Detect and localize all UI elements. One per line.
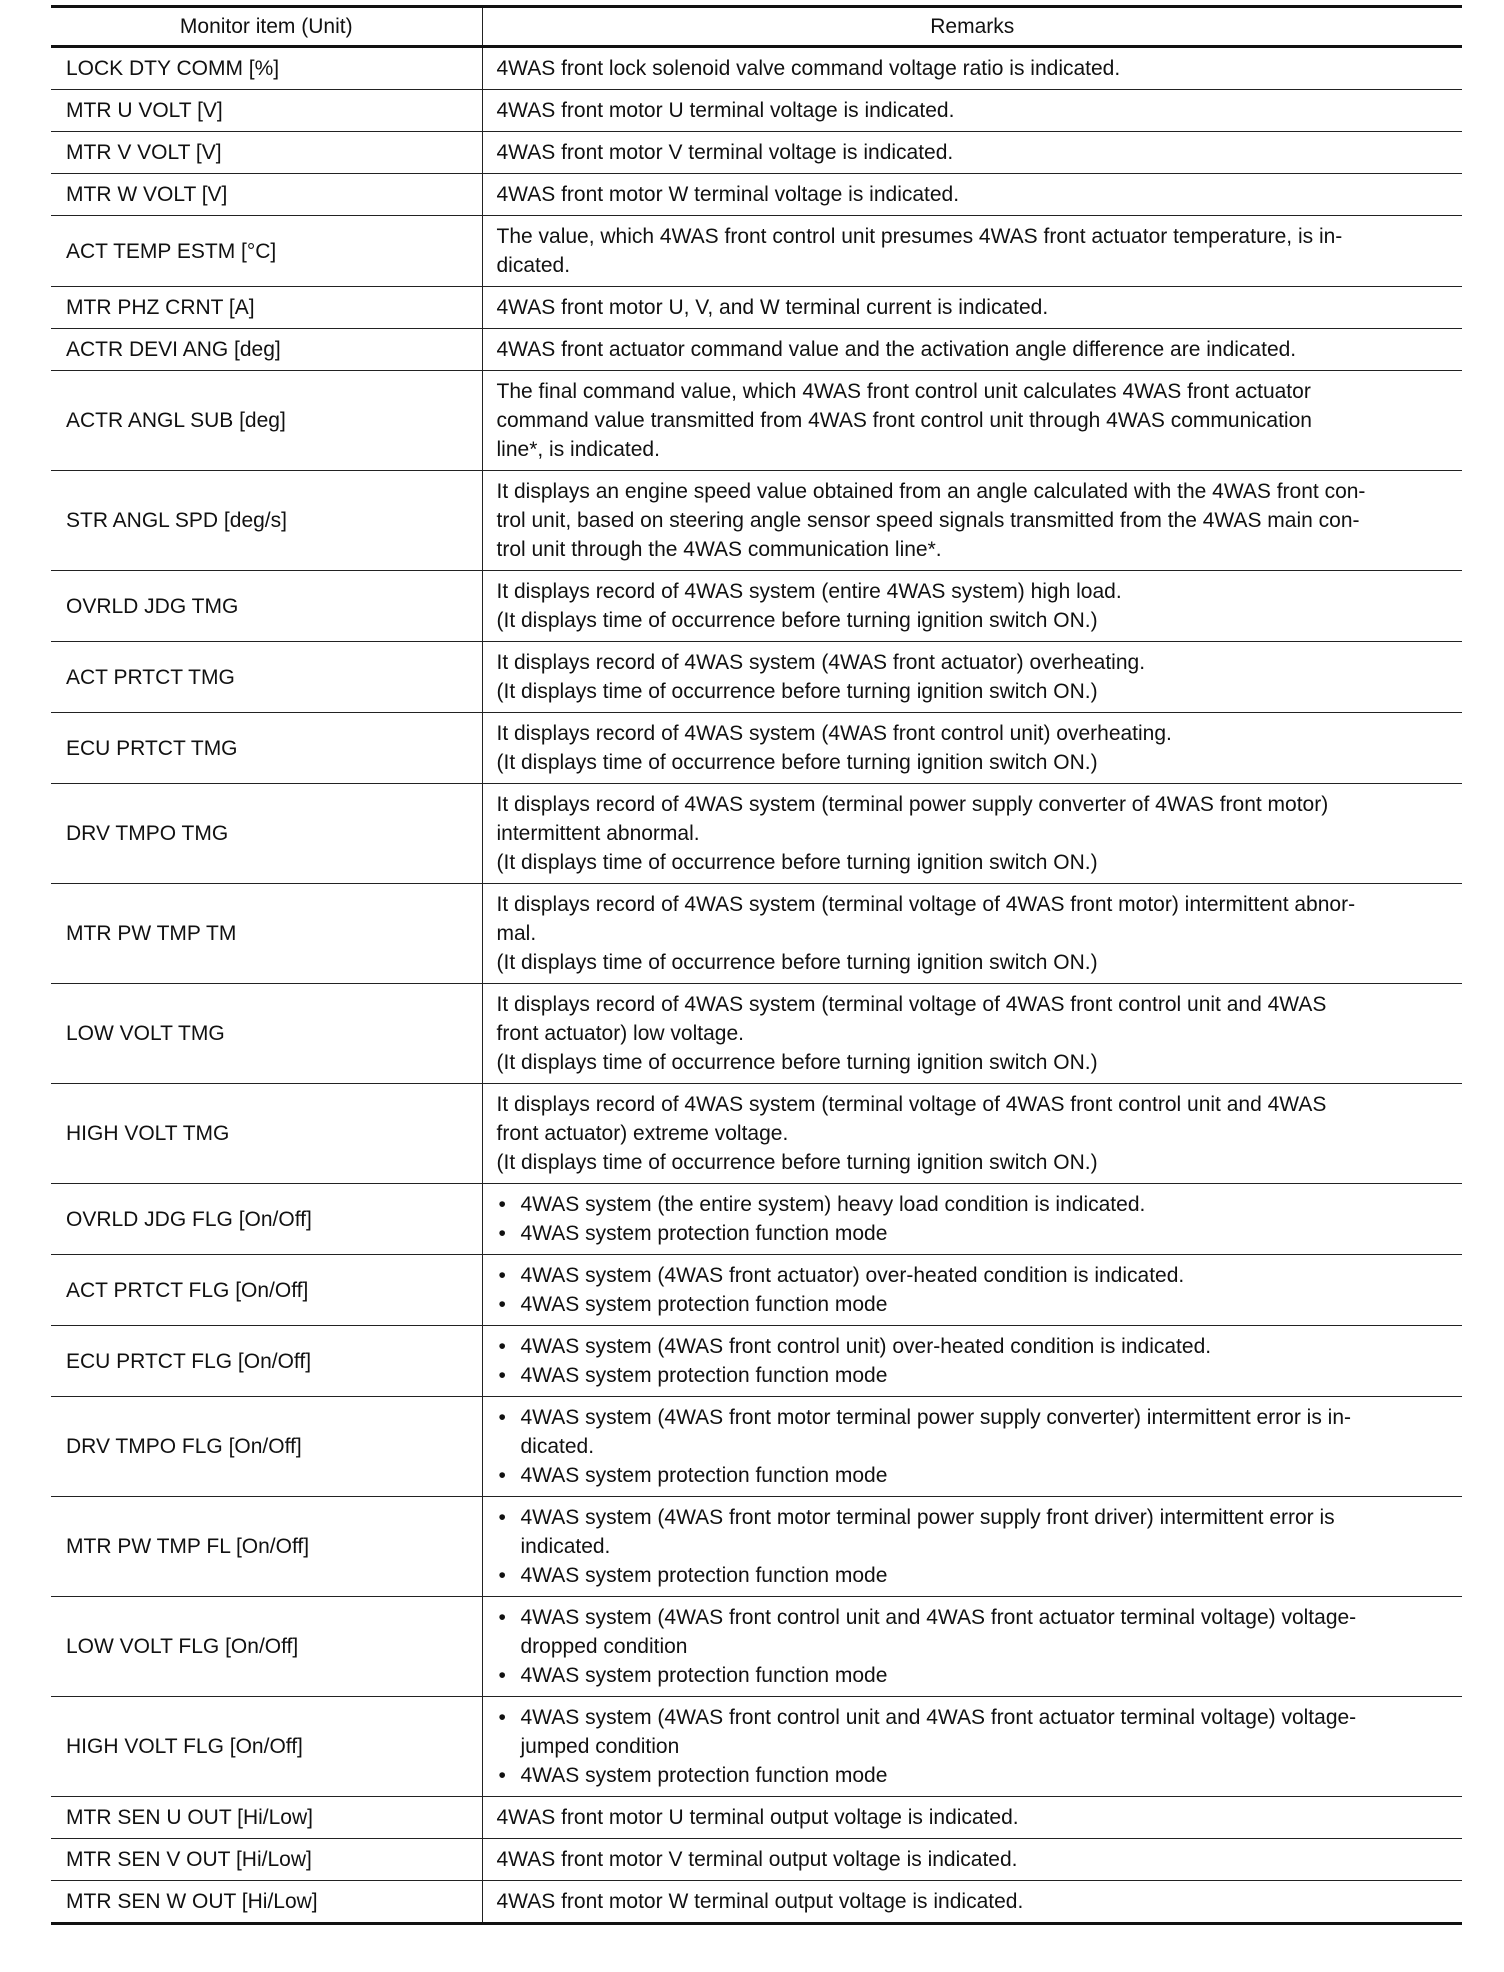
remarks-cell [482, 216, 1462, 287]
table-row [51, 984, 1462, 1084]
remark-line: indicated. [520, 1535, 611, 1558]
monitor-item-cell: ECU PRTCT FLG [On/Off] [51, 1326, 482, 1397]
remark-line: 4WAS system (4WAS front control unit) over-heated condition is indicated. [520, 1335, 1212, 1358]
list-item [499, 1361, 1449, 1390]
remark-line: 4WAS system protection function mode [520, 1764, 888, 1787]
table-row [51, 90, 1462, 132]
remarks-cell [482, 1497, 1462, 1597]
list-item [499, 1461, 1449, 1490]
list-item [499, 1561, 1449, 1590]
remark-bullet-list [497, 1603, 1449, 1690]
monitor-item-cell: MTR PW TMP TM [51, 884, 482, 984]
monitor-item-cell: MTR SEN W OUT [Hi/Low] [51, 1881, 482, 1924]
remarks-cell [482, 1255, 1462, 1326]
monitor-item-cell: DRV TMPO FLG [On/Off] [51, 1397, 482, 1497]
remark-line: 4WAS front motor W terminal output voltage is indicated. [496, 1890, 1024, 1913]
remark-line: trol unit, based on steering angle sensor speed signals transmitted from the 4WAS main con- [496, 509, 1360, 532]
list-item [499, 1503, 1449, 1561]
remarks-cell [482, 371, 1462, 471]
remarks-cell [482, 1881, 1462, 1924]
remark-line: 4WAS system (the entire system) heavy load condition is indicated. [520, 1193, 1146, 1216]
remarks-cell [482, 90, 1462, 132]
remarks-cell [482, 642, 1462, 713]
monitor-item-cell: MTR PHZ CRNT [A] [51, 287, 482, 329]
table-row [51, 1397, 1462, 1497]
bullet-icon: • [498, 1464, 506, 1487]
remark-line: 4WAS system (4WAS front control unit and 4WAS front actuator terminal voltage) voltage- [520, 1706, 1357, 1729]
remark-bullet-list [497, 1403, 1449, 1490]
remark-line: line*, is indicated. [496, 438, 660, 461]
remark-line: It displays record of 4WAS system (4WAS front actuator) overheating. [496, 651, 1146, 674]
remark-bullet-list [497, 1332, 1449, 1390]
list-item [499, 1190, 1449, 1219]
remarks-cell [482, 884, 1462, 984]
remark-line: mal. [496, 922, 537, 945]
remark-line: trol unit through the 4WAS communication line*. [496, 538, 942, 561]
remark-line: (It displays time of occurrence before turning ignition switch ON.) [496, 951, 1098, 974]
list-item [499, 1761, 1449, 1790]
remark-line: 4WAS front motor U terminal output voltage is indicated. [496, 1806, 1019, 1829]
header-remarks: Remarks [482, 7, 1462, 47]
remark-line: dropped condition [520, 1635, 688, 1658]
remarks-cell [482, 1697, 1462, 1797]
remark-line: 4WAS front motor V terminal voltage is indicated. [496, 141, 954, 164]
table-row [51, 713, 1462, 784]
monitor-item-cell: HIGH VOLT TMG [51, 1084, 482, 1184]
remark-line: It displays an engine speed value obtained from an angle calculated with the 4WAS front con- [496, 480, 1366, 503]
remark-bullet-list [497, 1190, 1449, 1248]
table-row [51, 132, 1462, 174]
table-row [51, 1697, 1462, 1797]
table-row [51, 1326, 1462, 1397]
table-row [51, 1255, 1462, 1326]
remarks-cell [482, 1839, 1462, 1881]
list-item [499, 1290, 1449, 1319]
remark-line: It displays record of 4WAS system (entire 4WAS system) high load. [496, 580, 1122, 603]
monitor-item-cell: OVRLD JDG FLG [On/Off] [51, 1184, 482, 1255]
remarks-cell [482, 571, 1462, 642]
remark-line: It displays record of 4WAS system (terminal power supply converter of 4WAS front motor) [496, 793, 1329, 816]
remark-line: It displays record of 4WAS system (terminal voltage of 4WAS front control unit and 4WAS [496, 993, 1327, 1016]
list-item [499, 1603, 1449, 1661]
monitor-item-cell: MTR W VOLT [V] [51, 174, 482, 216]
bullet-icon: • [498, 1764, 506, 1787]
bullet-icon: • [498, 1664, 506, 1687]
remark-line: 4WAS system (4WAS front actuator) over-heated condition is indicated. [520, 1264, 1185, 1287]
bullet-icon: • [498, 1564, 506, 1587]
remark-bullet-list [497, 1703, 1449, 1790]
bullet-icon: • [498, 1293, 506, 1316]
remarks-cell [482, 1597, 1462, 1697]
remark-line: 4WAS front motor U, V, and W terminal current is indicated. [496, 296, 1049, 319]
remark-line: 4WAS front lock solenoid valve command voltage ratio is indicated. [496, 57, 1121, 80]
bullet-icon: • [498, 1706, 506, 1729]
table-row [51, 329, 1462, 371]
list-item [499, 1403, 1449, 1461]
table-row [51, 1084, 1462, 1184]
monitor-item-cell: ACT PRTCT FLG [On/Off] [51, 1255, 482, 1326]
remark-line: 4WAS system protection function mode [520, 1464, 888, 1487]
monitor-item-cell: MTR SEN U OUT [Hi/Low] [51, 1797, 482, 1839]
remark-line: front actuator) extreme voltage. [496, 1122, 789, 1145]
monitor-item-cell: MTR SEN V OUT [Hi/Low] [51, 1839, 482, 1881]
remarks-cell [482, 329, 1462, 371]
remark-line: 4WAS system protection function mode [520, 1364, 888, 1387]
remark-line: 4WAS system protection function mode [520, 1664, 888, 1687]
remarks-cell [482, 784, 1462, 884]
table-body [51, 47, 1462, 1924]
monitor-item-cell: ACT TEMP ESTM [°C] [51, 216, 482, 287]
remark-line: 4WAS front actuator command value and the activation angle difference are indicated. [496, 338, 1297, 361]
remarks-cell [482, 1797, 1462, 1839]
remarks-cell [482, 174, 1462, 216]
remark-line: dicated. [520, 1435, 595, 1458]
remark-line: 4WAS system (4WAS front motor terminal power supply converter) intermittent error is in- [520, 1406, 1352, 1429]
bullet-icon: • [498, 1193, 506, 1216]
monitor-item-cell: OVRLD JDG TMG [51, 571, 482, 642]
remarks-cell [482, 1084, 1462, 1184]
table-row [51, 1881, 1462, 1924]
remarks-cell [482, 713, 1462, 784]
remark-line: It displays record of 4WAS system (terminal voltage of 4WAS front control unit and 4WAS [496, 1093, 1327, 1116]
header-monitor-item: Monitor item (Unit) [51, 7, 482, 47]
bullet-icon: • [498, 1606, 506, 1629]
remark-line: 4WAS front motor U terminal voltage is indicated. [496, 99, 955, 122]
remark-line: It displays record of 4WAS system (terminal voltage of 4WAS front motor) intermittent abnor- [496, 893, 1356, 916]
remark-bullet-list [497, 1261, 1449, 1319]
remark-line: front actuator) low voltage. [496, 1022, 744, 1045]
remarks-cell [482, 1397, 1462, 1497]
bullet-icon: • [498, 1364, 506, 1387]
remark-line: 4WAS front motor V terminal output voltage is indicated. [496, 1848, 1018, 1871]
table-row [51, 1497, 1462, 1597]
remark-line: dicated. [496, 254, 571, 277]
remark-line: (It displays time of occurrence before turning ignition switch ON.) [496, 1051, 1098, 1074]
remark-line: jumped condition [520, 1735, 680, 1758]
monitor-item-cell: MTR PW TMP FL [On/Off] [51, 1497, 482, 1597]
bullet-icon: • [498, 1335, 506, 1358]
monitor-item-cell: DRV TMPO TMG [51, 784, 482, 884]
table-row [51, 1597, 1462, 1697]
monitor-item-cell: ACTR DEVI ANG [deg] [51, 329, 482, 371]
monitor-item-cell: STR ANGL SPD [deg/s] [51, 471, 482, 571]
remarks-cell [482, 132, 1462, 174]
remark-line: 4WAS system (4WAS front motor terminal power supply front driver) intermittent error is [520, 1506, 1335, 1529]
table-row [51, 174, 1462, 216]
remarks-cell [482, 1326, 1462, 1397]
remark-line: 4WAS system protection function mode [520, 1564, 888, 1587]
bullet-icon: • [498, 1506, 506, 1529]
remark-line: (It displays time of occurrence before turning ignition switch ON.) [496, 1151, 1098, 1174]
table-row [51, 1797, 1462, 1839]
table-row [51, 884, 1462, 984]
monitor-item-cell: MTR V VOLT [V] [51, 132, 482, 174]
monitor-item-cell: LOCK DTY COMM [%] [51, 47, 482, 90]
list-item [499, 1661, 1449, 1690]
remark-line: 4WAS system protection function mode [520, 1222, 888, 1245]
table-row [51, 47, 1462, 90]
remark-line: (It displays time of occurrence before turning ignition switch ON.) [496, 680, 1098, 703]
remarks-cell [482, 47, 1462, 90]
table-row [51, 571, 1462, 642]
remark-line: 4WAS system protection function mode [520, 1293, 888, 1316]
remark-line: It displays record of 4WAS system (4WAS front control unit) overheating. [496, 722, 1172, 745]
remark-line: (It displays time of occurrence before turning ignition switch ON.) [496, 751, 1098, 774]
monitor-item-cell: LOW VOLT FLG [On/Off] [51, 1597, 482, 1697]
remarks-cell [482, 471, 1462, 571]
table-header-row [51, 7, 1462, 47]
monitor-item-cell: ACTR ANGL SUB [deg] [51, 371, 482, 471]
remark-line: command value transmitted from 4WAS front control unit through 4WAS communication [496, 409, 1312, 432]
table-row [51, 287, 1462, 329]
monitor-item-cell: HIGH VOLT FLG [On/Off] [51, 1697, 482, 1797]
remark-line: (It displays time of occurrence before turning ignition switch ON.) [496, 851, 1098, 874]
remark-line: 4WAS front motor W terminal voltage is indicated. [496, 183, 960, 206]
remark-line: intermittent abnormal. [496, 822, 700, 845]
remark-line: The final command value, which 4WAS front control unit calculates 4WAS front actuator [496, 380, 1311, 403]
table-row [51, 371, 1462, 471]
table-row [51, 784, 1462, 884]
document [51, 5, 1462, 1925]
remark-line: 4WAS system (4WAS front control unit and 4WAS front actuator terminal voltage) voltage- [520, 1606, 1357, 1629]
monitor-item-table [51, 5, 1462, 1925]
remarks-cell [482, 287, 1462, 329]
remark-bullet-list [497, 1503, 1449, 1590]
remark-line: (It displays time of occurrence before turning ignition switch ON.) [496, 609, 1098, 632]
bullet-icon: • [498, 1264, 506, 1287]
table-row [51, 471, 1462, 571]
list-item [499, 1332, 1449, 1361]
table-row [51, 216, 1462, 287]
monitor-item-cell: LOW VOLT TMG [51, 984, 482, 1084]
table-row [51, 642, 1462, 713]
bullet-icon: • [498, 1406, 506, 1429]
list-item [499, 1219, 1449, 1248]
remarks-cell [482, 984, 1462, 1084]
table-row [51, 1184, 1462, 1255]
remarks-cell [482, 1184, 1462, 1255]
remark-line: The value, which 4WAS front control unit presumes 4WAS front actuator temperature, is in- [496, 225, 1343, 248]
monitor-item-cell: ECU PRTCT TMG [51, 713, 482, 784]
bullet-icon: • [498, 1222, 506, 1245]
list-item [499, 1261, 1449, 1290]
list-item [499, 1703, 1449, 1761]
monitor-item-cell: MTR U VOLT [V] [51, 90, 482, 132]
table-row [51, 1839, 1462, 1881]
monitor-item-cell: ACT PRTCT TMG [51, 642, 482, 713]
